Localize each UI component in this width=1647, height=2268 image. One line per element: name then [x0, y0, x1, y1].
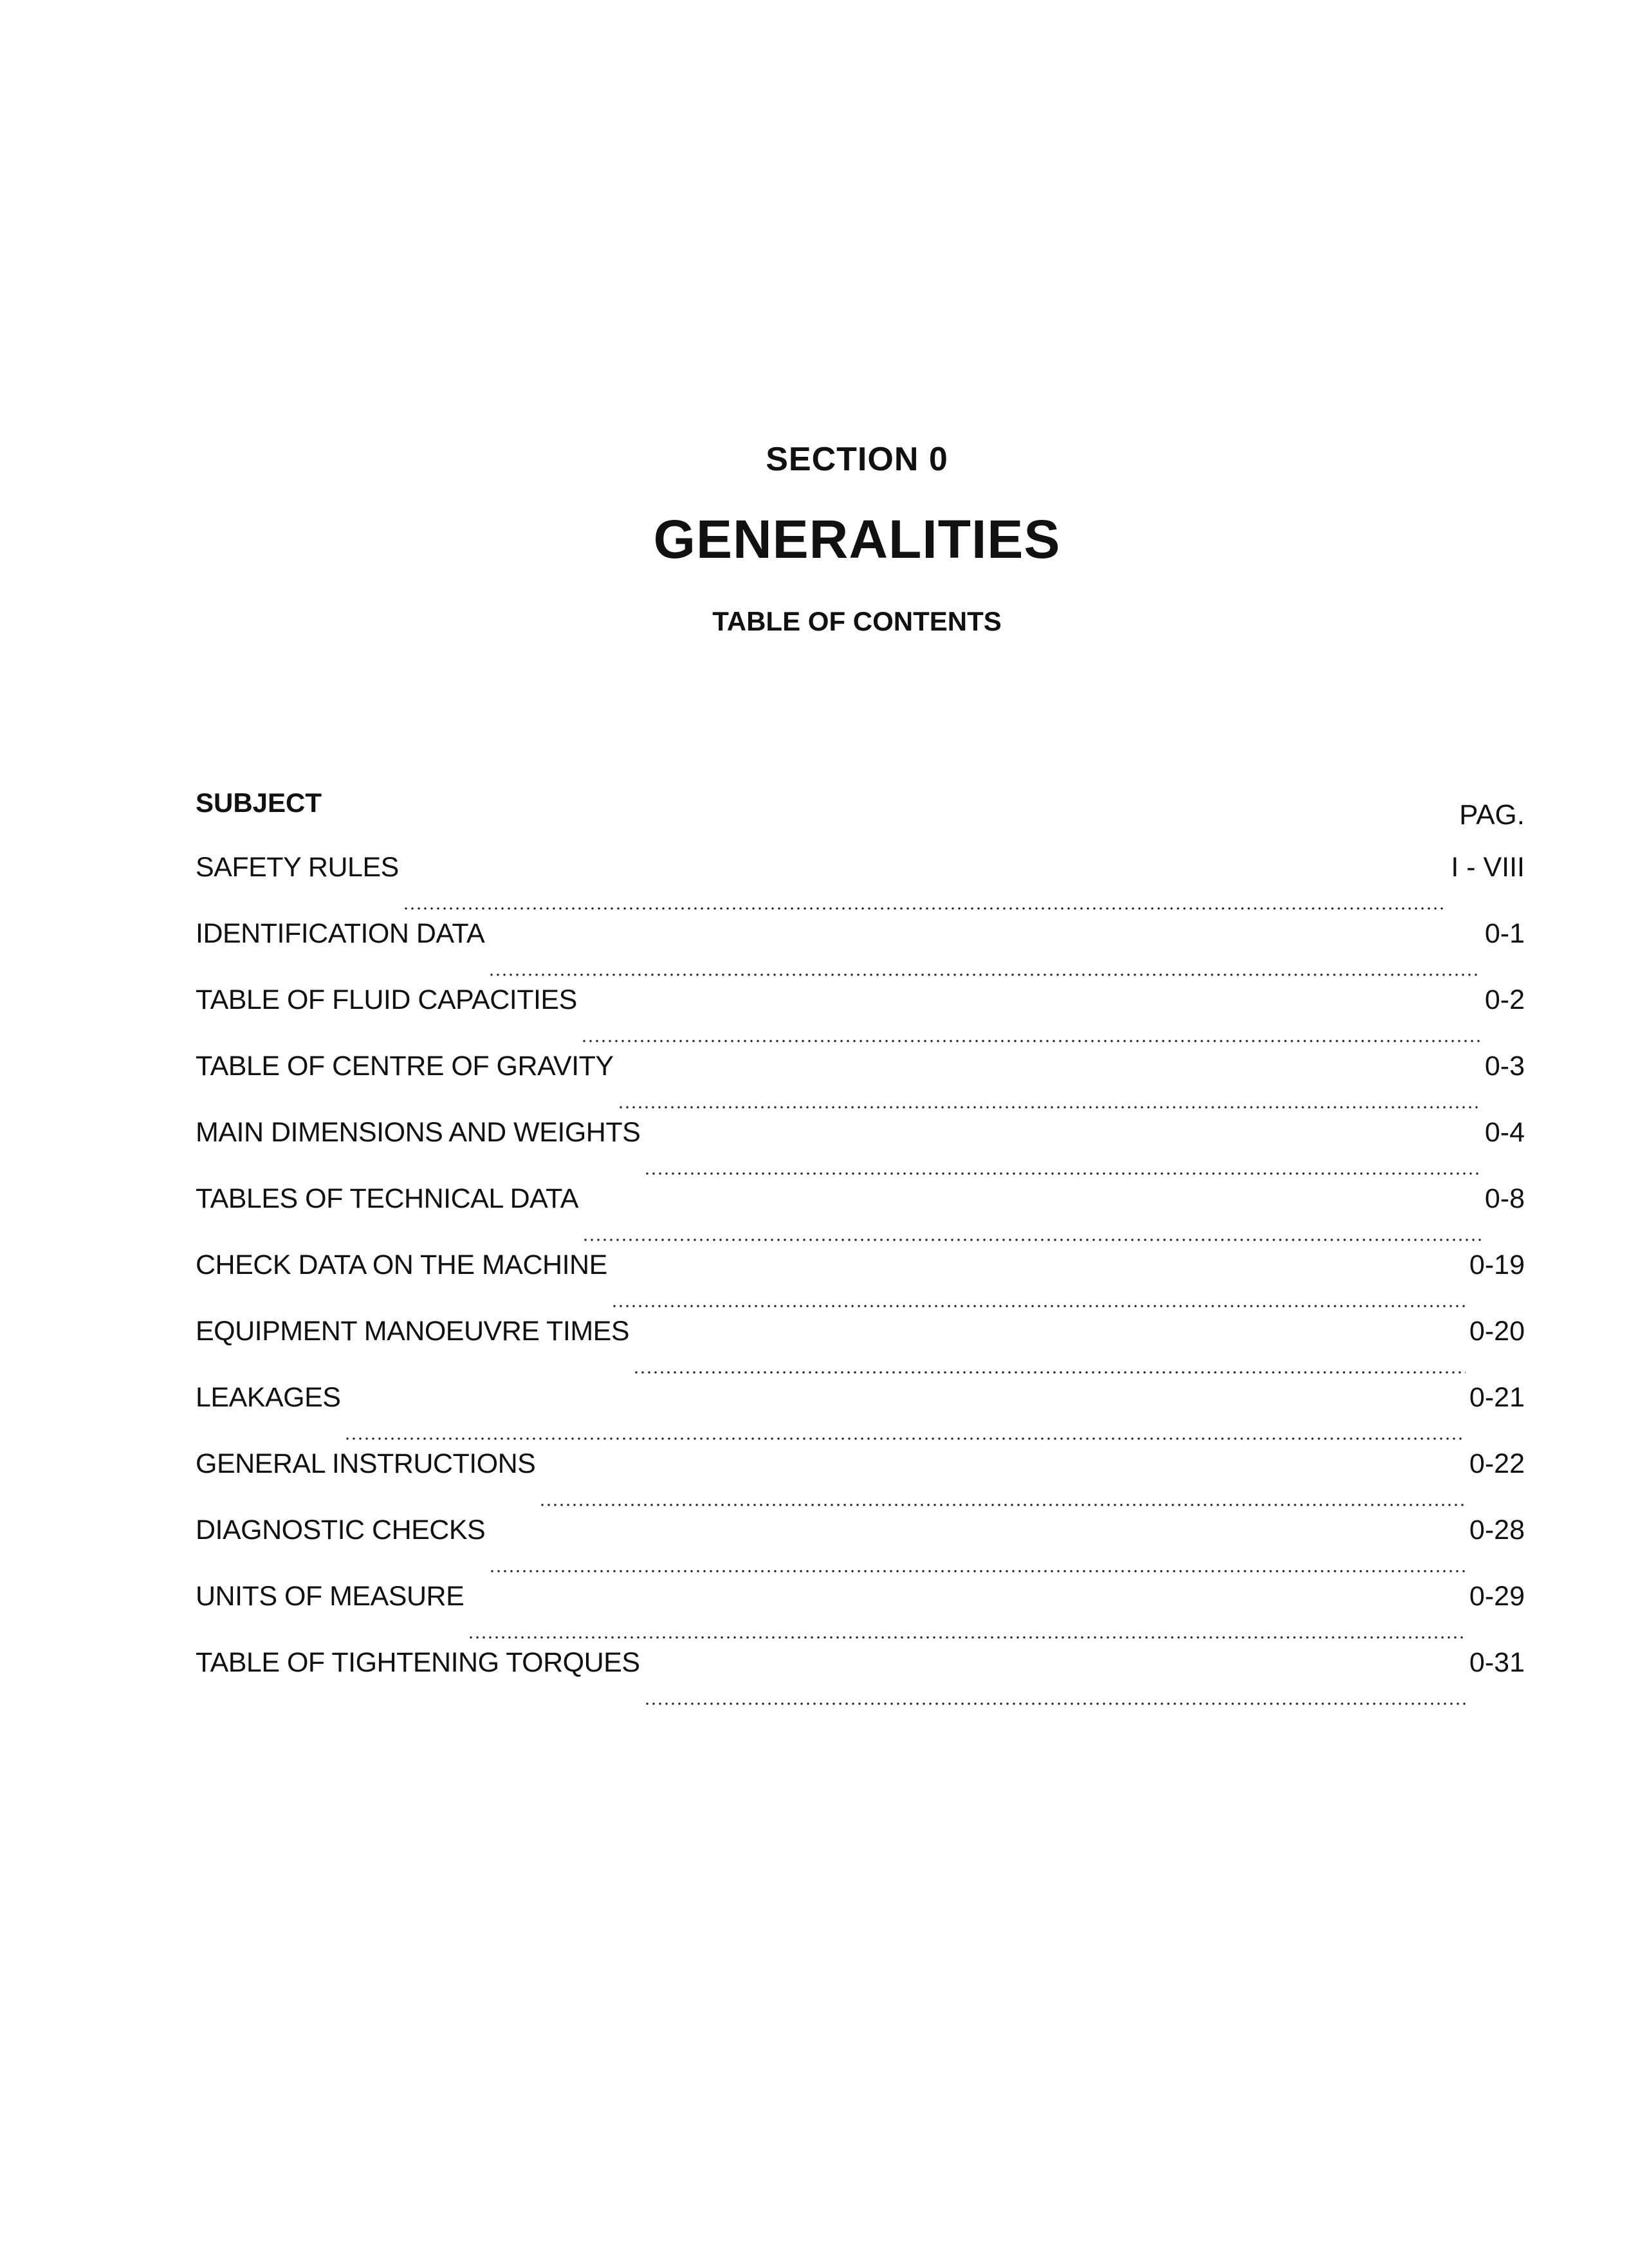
toc-entry-page: 0-8 [1484, 1183, 1525, 1214]
toc-entry-subject: GENERAL INSTRUCTIONS [196, 1448, 536, 1479]
toc-entry-tightening-torques[interactable] [196, 1647, 1525, 1713]
toc-entry-check-data[interactable] [196, 1249, 1525, 1316]
toc-entry-units-of-measure[interactable] [196, 1581, 1525, 1647]
toc-entry-page: 0-19 [1469, 1249, 1525, 1280]
toc-entry-general-instructions[interactable] [196, 1448, 1525, 1515]
toc-entry-manoeuvre-times[interactable] [196, 1316, 1525, 1382]
toc-entry-subject: DIAGNOSTIC CHECKS [196, 1515, 486, 1545]
leader-dots [488, 973, 1481, 977]
leader-dots [618, 1105, 1481, 1109]
toc-entry-technical-data[interactable] [196, 1183, 1525, 1249]
toc-heading: TABLE OF CONTENTS [712, 606, 1002, 636]
page-column-header: PAG. [1459, 799, 1525, 831]
toc-entry-subject: TABLE OF FLUID CAPACITIES [196, 984, 577, 1015]
leader-dots [539, 1503, 1466, 1507]
leader-dots [344, 1437, 1465, 1441]
toc-entry-subject: LEAKAGES [196, 1382, 341, 1413]
subject-column-header: SUBJECT [196, 788, 322, 818]
toc-entry-subject: MAIN DIMENSIONS AND WEIGHTS [196, 1117, 641, 1148]
toc-entry-page: 0-2 [1484, 984, 1525, 1015]
toc-entry-page: 0-4 [1484, 1117, 1525, 1148]
toc-entry-safety-rules[interactable] [196, 852, 1525, 918]
page-title: GENERALITIES [653, 509, 1061, 569]
toc-entry-subject: TABLES OF TECHNICAL DATA [196, 1183, 578, 1214]
toc-entry-page: 0-21 [1469, 1382, 1525, 1413]
leader-dots [468, 1636, 1466, 1639]
leader-dots [644, 1172, 1481, 1175]
section-label: SECTION 0 [766, 441, 948, 478]
leader-dots [403, 907, 1448, 910]
toc-entry-page: 0-28 [1469, 1515, 1525, 1545]
toc-entry-diagnostic-checks[interactable] [196, 1515, 1525, 1581]
toc-entry-centre-of-gravity[interactable] [196, 1051, 1525, 1117]
toc-entry-page: 0-20 [1469, 1316, 1525, 1347]
toc-entry-identification-data[interactable] [196, 918, 1525, 984]
toc-entry-subject: IDENTIFICATION DATA [196, 918, 485, 949]
toc-entry-subject: TABLE OF CENTRE OF GRAVITY [196, 1051, 614, 1082]
toc-entry-subject: EQUIPMENT MANOEUVRE TIMES [196, 1316, 630, 1347]
toc-entry-page: I - VIII [1451, 852, 1525, 883]
leader-dots [582, 1238, 1481, 1242]
toc-list [196, 852, 1525, 1713]
toc-entry-dimensions-weights[interactable] [196, 1117, 1525, 1183]
toc-entry-page: 0-1 [1484, 918, 1525, 949]
toc-entry-subject: CHECK DATA ON THE MACHINE [196, 1249, 607, 1280]
leader-dots [611, 1304, 1466, 1308]
toc-entry-subject: TABLE OF TIGHTENING TORQUES [196, 1647, 640, 1678]
toc-entry-page: 0-29 [1469, 1581, 1525, 1612]
toc-entry-page: 0-31 [1469, 1647, 1525, 1678]
toc-entry-page: 0-22 [1469, 1448, 1525, 1479]
toc-entry-subject: SAFETY RULES [196, 852, 399, 883]
leader-dots [644, 1702, 1466, 1706]
toc-entry-subject: UNITS OF MEASURE [196, 1581, 465, 1612]
leader-dots [633, 1370, 1466, 1374]
toc-entry-leakages[interactable] [196, 1382, 1525, 1448]
toc-entry-fluid-capacities[interactable] [196, 984, 1525, 1051]
leader-dots [489, 1569, 1466, 1573]
toc-entry-page: 0-3 [1484, 1051, 1525, 1082]
leader-dots [581, 1039, 1481, 1043]
